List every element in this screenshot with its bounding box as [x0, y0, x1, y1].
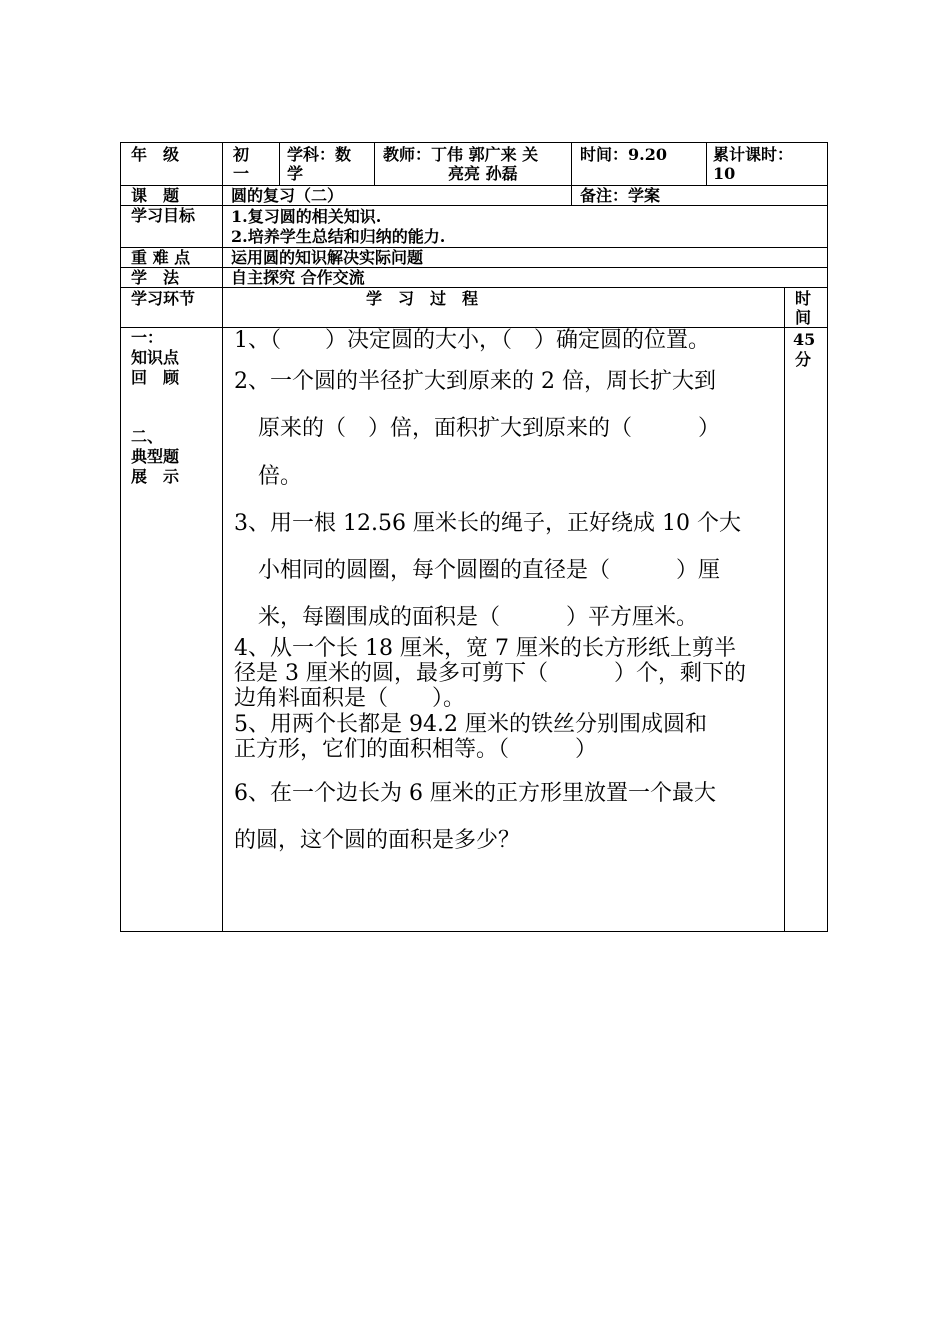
goal-label: 学习目标	[131, 206, 196, 225]
time-value: 时间：9.20	[580, 145, 667, 164]
duration-unit: 分	[795, 350, 812, 369]
teacher-line2: 亮亮 孙磊	[448, 164, 518, 183]
process-label: 学 习 过 程	[366, 289, 479, 308]
method-label: 学 法	[131, 268, 180, 287]
duration-value: 45	[793, 330, 816, 349]
question-6-line2: 的圆，这个圆的面积是多少？	[234, 828, 521, 853]
row-divider-goals	[120, 247, 828, 248]
question-5-line2: 正方形，它们的面积相等。（ ）	[234, 737, 598, 762]
teacher-line1: 教师：丁伟 郭广来 关	[383, 145, 539, 164]
question-5-line1: 5、用两个长都是 94.2 厘米的铁丝分别围成圆和	[234, 712, 707, 737]
section-1-title-b: 回 顾	[131, 368, 180, 387]
goal-item-2: 2.培养学生总结和归纳的能力.	[231, 227, 446, 246]
question-3-line2: 小相同的圆圈，每个圆圈的直径是（ ）厘	[258, 558, 721, 583]
column-divider-teacher	[571, 142, 572, 205]
question-3-line1: 3、用一根 12.56 厘米长的绳子，正好绕成 10 个大	[234, 511, 741, 536]
section-1-title-a: 知识点	[131, 348, 180, 367]
table-border-right	[827, 142, 828, 932]
topic-value: 圆的复习（二）	[231, 186, 344, 205]
section-2-number: 二、	[131, 427, 164, 446]
question-4-line1: 4、从一个长 18 厘米，宽 7 厘米的长方形纸上剪半	[234, 636, 736, 661]
row-divider-difficulty	[120, 267, 828, 268]
section-1-number: 一：	[131, 328, 164, 347]
difficulty-value: 运用圆的知识解决实际问题	[231, 248, 424, 267]
stage-label: 学习环节	[131, 289, 196, 308]
subject-line1: 学科：数	[287, 145, 352, 164]
column-divider-time	[706, 142, 707, 185]
remark-value: 备注：学案	[580, 186, 661, 205]
table-border-top	[120, 142, 828, 143]
cumulative-hours-line2: 10	[713, 164, 736, 183]
row-divider-method	[120, 287, 828, 288]
table-border-bottom	[120, 931, 828, 932]
grade-value-line1: 初	[233, 145, 250, 164]
subject-line2: 学	[287, 164, 304, 183]
topic-label: 课 题	[131, 186, 180, 205]
question-3-line3: 米，每圈围成的面积是（ ）平方厘米。	[258, 605, 699, 630]
question-2-line3: 倍。	[258, 464, 303, 489]
row-divider-topic	[120, 205, 828, 206]
column-divider-subject	[374, 142, 375, 185]
question-1: 1、（ ）决定圆的大小，（ ）确定圆的位置。	[234, 328, 710, 353]
cumulative-hours-line1: 累计课时：	[713, 145, 794, 164]
question-4-line2: 径是 3 厘米的圆，最多可剪下（ ）个，剩下的	[234, 661, 746, 686]
table-border-left	[120, 142, 121, 932]
time-column-label-1: 时	[795, 289, 812, 308]
question-6-line1: 6、在一个边长为 6 厘米的正方形里放置一个最大	[234, 781, 716, 806]
section-2-title-b: 展 示	[131, 467, 180, 486]
row-divider-header	[120, 185, 828, 186]
method-value: 自主探究 合作交流	[231, 268, 365, 287]
grade-label: 年 级	[131, 145, 180, 164]
question-4-line3: 边角料面积是（ ）。	[234, 686, 466, 711]
goal-item-1: 1.复习圆的相关知识.	[231, 207, 382, 226]
question-2-line1: 2、一个圆的半径扩大到原来的 2 倍，周长扩大到	[234, 369, 716, 394]
column-divider-duration	[784, 287, 785, 932]
column-divider-label	[222, 142, 223, 932]
time-column-label-2: 间	[795, 308, 812, 327]
difficulty-label: 重 难 点	[131, 248, 191, 267]
grade-value-line2: 一	[233, 164, 250, 183]
column-divider-grade	[279, 142, 280, 185]
question-2-line2: 原来的（ ）倍，面积扩大到原来的（ ）	[258, 416, 721, 441]
section-2-title-a: 典型题	[131, 447, 180, 466]
